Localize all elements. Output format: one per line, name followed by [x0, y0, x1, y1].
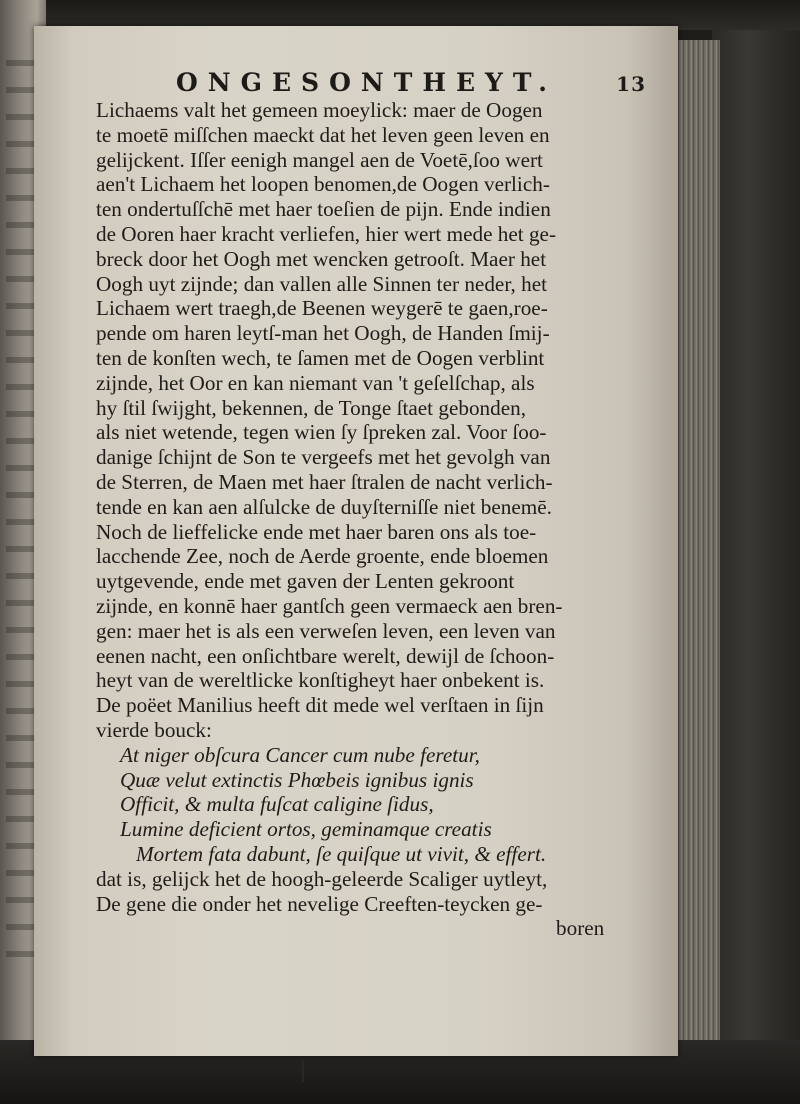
page-number: 13 — [616, 72, 646, 96]
verse-line: Quæ velut extinctis Phœbeis ignibus ignis — [120, 767, 474, 792]
text-line: vierde bouck: — [96, 717, 212, 742]
text-line: uytgevende, ende met gaven der Lenten gekroont — [96, 569, 515, 594]
text-line: eenen nacht, een onſichtbare werelt, dewijl de ſchoon- — [96, 643, 555, 668]
text-line: breck door het Oogh met wencken getrooſt. Maer het — [96, 246, 547, 271]
text-line: gelijckent. Iſſer eenigh mangel aen de Voetē,ſoo wert — [96, 147, 543, 172]
text-line: gen: maer het is als een verweſen leven, een leven van — [96, 618, 556, 643]
text-line: Noch de lieffelicke ende met haer baren ons als toe- — [96, 519, 537, 544]
text-line: Oogh uyt zijnde; dan vallen alle Sinnen ter neder, het — [96, 271, 548, 296]
text-line: zijnde, het Oor en kan niemant van 't geſelſchap, als — [96, 370, 535, 395]
text-line: Lichaem wert traegh,de Beenen weygerē te gaen,roe- — [96, 296, 548, 321]
text-line: hy ſtil ſwijght, bekennen, de Tonge ſtaet gebonden, — [96, 395, 527, 420]
verse-line: Lumine deficient ortos, geminamque creatis — [120, 817, 492, 842]
verse-line: Mortem fata dabunt, ſe quiſque ut vivit, & effert. — [136, 841, 547, 866]
text-line: De gene die onder het nevelige Creeften-teycken ge- — [96, 891, 543, 916]
text-line: danige ſchijnt de Son te vergeefs met het gevolgh van — [96, 445, 551, 470]
text-line: tende en kan aen alſulcke de duyſterniſſe niet benemē. — [96, 494, 552, 519]
text-line: Lichaems valt het gemeen moeylick: maer de Oogen — [96, 98, 543, 122]
page-body — [96, 98, 636, 941]
text-line: ten ondertuſſchē met haer toeſien de pijn. Ende indien — [96, 197, 551, 222]
book-cover-edge — [712, 30, 800, 1060]
text-line: zijnde, en konnē haer gantſch geen vermaeck aen bren- — [96, 593, 563, 618]
text-line: als niet wetende, tegen wien ſy ſpreken zal. Voor ſoo- — [96, 420, 547, 445]
text-line: dat is, gelijck het de hoogh-geleerde Scaliger uytleyt, — [96, 866, 548, 891]
verse-line: Officit, & multa fuſcat caligine ſidus, — [120, 792, 434, 817]
text-line: aen't Lichaem het loopen benomen,de Oogen verlich- — [96, 172, 550, 197]
text-line: ten de konſten wech, te ſamen met de Oogen verblint — [96, 345, 545, 370]
text-line: de Ooren haer kracht verliefen, hier wert mede het ge- — [96, 221, 557, 246]
running-head: ONGESONTHEYT. — [176, 68, 557, 97]
text-line: de Sterren, de Maen met haer ſtralen de nacht verlich- — [96, 469, 553, 494]
book-page — [34, 26, 678, 1056]
text-line: De poëet Manilius heeft dit mede wel verſtaen in ſijn — [96, 693, 544, 718]
text-line: te moetē miſſchen maeckt dat het leven geen leven en — [96, 122, 550, 147]
text-line: lacchende Zee, noch de Aerde groente, ende bloemen — [96, 544, 549, 569]
catchword: boren — [556, 916, 605, 941]
verse-line: At niger obſcura Cancer cum nube feretur, — [120, 742, 480, 767]
page-mark — [302, 1060, 304, 1082]
page-header — [176, 68, 646, 102]
text-line: heyt van de wereltlicke konſtigheyt haer onbekent is. — [96, 668, 545, 693]
text-line: pende om haren leytſ-man het Oogh, de Handen ſmij- — [96, 321, 550, 346]
